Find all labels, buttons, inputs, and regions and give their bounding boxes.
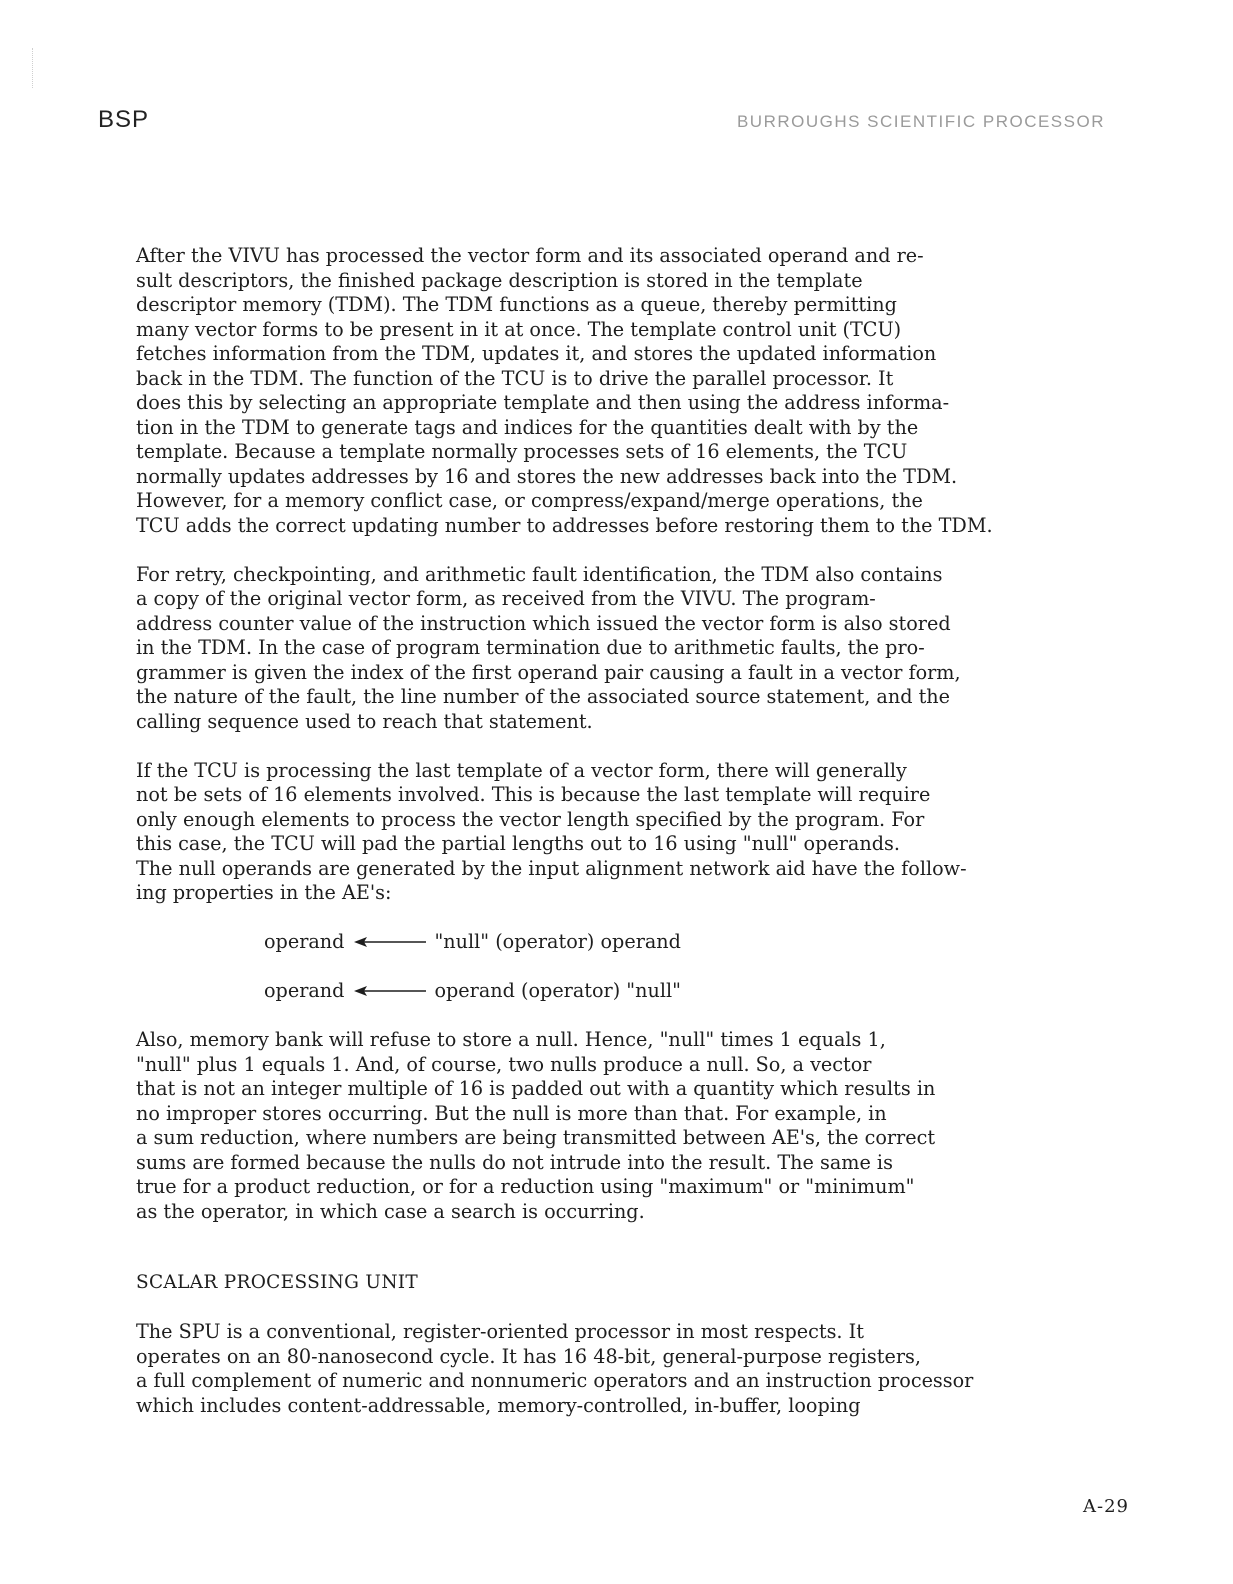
left-arrow-icon bbox=[354, 935, 426, 949]
paragraph-memory-null bbox=[136, 1028, 1086, 1224]
formula-right: "null" (operator) operand bbox=[434, 930, 681, 953]
formula-right: operand (operator) "null" bbox=[434, 979, 681, 1002]
margin-scan-marks bbox=[32, 48, 35, 88]
text-line: template. Because a template normally processes sets of 16 elements, the TCU bbox=[136, 440, 908, 463]
text-line: sums are formed because the nulls do not intrude into the result. The same is bbox=[136, 1150, 893, 1174]
text-line: If the TCU is processing the last template of a vector form, there will generally bbox=[136, 758, 907, 782]
text-line: a sum reduction, where numbers are being transmitted between AE's, the correct bbox=[136, 1126, 936, 1149]
paragraph-vivu-tdm bbox=[136, 244, 1086, 538]
text-line: However, for a memory conflict case, or compress/expand/merge operations, the bbox=[136, 489, 923, 512]
text-line: no improper stores occurring. But the null is more than that. For example, in bbox=[136, 1101, 887, 1125]
page-number: A-29 bbox=[1083, 1496, 1129, 1517]
text-line: For retry, checkpointing, and arithmetic fault identification, the TDM also contains bbox=[136, 562, 943, 586]
text-line: tion in the TDM to generate tags and indices for the quantities dealt with by the bbox=[136, 415, 919, 439]
section-heading: SCALAR PROCESSING UNIT bbox=[136, 1272, 419, 1293]
text-line: does this by selecting an appropriate template and then using the address informa- bbox=[136, 391, 950, 414]
text-line: sult descriptors, the finished package description is stored in the template bbox=[136, 268, 863, 292]
formula-row bbox=[264, 979, 1086, 1004]
formula-left: operand bbox=[264, 930, 345, 953]
text-line: The null operands are generated by the input alignment network aid have the follow- bbox=[136, 856, 967, 880]
text-line: descriptor memory (TDM). The TDM functions as a queue, thereby permitting bbox=[136, 293, 897, 316]
text-line: operates on an 80-nanosecond cycle. It has 16 48-bit, general-purpose registers, bbox=[136, 1344, 921, 1368]
text-line: TCU adds the correct updating number to addresses before restoring them to the TDM. bbox=[136, 513, 993, 537]
text-line: "null" plus 1 equals 1. And, of course, two nulls produce a null. So, a vector bbox=[136, 1052, 872, 1076]
text-line: a full complement of numeric and nonnumeric operators and an instruction processor bbox=[136, 1369, 974, 1392]
text-line: address counter value of the instruction which issued the vector form is also stored bbox=[136, 611, 951, 635]
text-line: this case, the TCU will pad the partial lengths out to 16 using "null" operands. bbox=[136, 832, 900, 855]
text-line: The SPU is a conventional, register-oriented processor in most respects. It bbox=[136, 1320, 864, 1343]
text-line: calling sequence used to reach that statement. bbox=[136, 709, 593, 733]
null-properties bbox=[264, 930, 1086, 1004]
header-bsp: BSP bbox=[98, 106, 150, 133]
paragraph-null-operands bbox=[136, 759, 1086, 906]
text-line: ing properties in the AE's: bbox=[136, 881, 392, 904]
paragraph-retry-checkpointing bbox=[136, 563, 1086, 735]
text-line: that is not an integer multiple of 16 is padded out with a quantity which results in bbox=[136, 1077, 936, 1100]
text-line: back in the TDM. The function of the TCU is to drive the parallel processor. It bbox=[136, 366, 894, 390]
text-line: as the operator, in which case a search is occurring. bbox=[136, 1199, 645, 1223]
text-line: only enough elements to process the vector length specified by the program. For bbox=[136, 807, 925, 831]
text-line: a copy of the original vector form, as received from the VIVU. The program- bbox=[136, 587, 876, 610]
text-line: not be sets of 16 elements involved. This is because the last template will require bbox=[136, 783, 931, 806]
text-line: many vector forms to be present in it at once. The template control unit (TCU) bbox=[136, 317, 902, 341]
paragraph-spu bbox=[136, 1320, 1086, 1418]
text-line: fetches information from the TDM, updates it, and stores the updated information bbox=[136, 342, 937, 365]
text-line: grammer is given the index of the first operand pair causing a fault in a vector form, bbox=[136, 660, 961, 684]
text-line: the nature of the fault, the line number of the associated source statement, and the bbox=[136, 685, 950, 708]
text-line: true for a product reduction, or for a reduction using "maximum" or "minimum" bbox=[136, 1175, 915, 1198]
text-line: After the VIVU has processed the vector form and its associated operand and re- bbox=[136, 244, 924, 267]
text-line: which includes content-addressable, memory-controlled, in-buffer, looping bbox=[136, 1393, 861, 1417]
text-line: normally updates addresses by 16 and stores the new addresses back into the TDM. bbox=[136, 464, 958, 488]
text-line: in the TDM. In the case of program termination due to arithmetic faults, the pro- bbox=[136, 636, 925, 659]
left-arrow-icon bbox=[354, 984, 426, 998]
header-company: BURROUGHS SCIENTIFIC PROCESSOR bbox=[736, 112, 1105, 131]
page-body bbox=[136, 244, 1086, 1443]
formula-row bbox=[264, 930, 1086, 955]
text-line: Also, memory bank will refuse to store a null. Hence, "null" times 1 equals 1, bbox=[136, 1028, 886, 1051]
formula-left: operand bbox=[264, 979, 345, 1002]
